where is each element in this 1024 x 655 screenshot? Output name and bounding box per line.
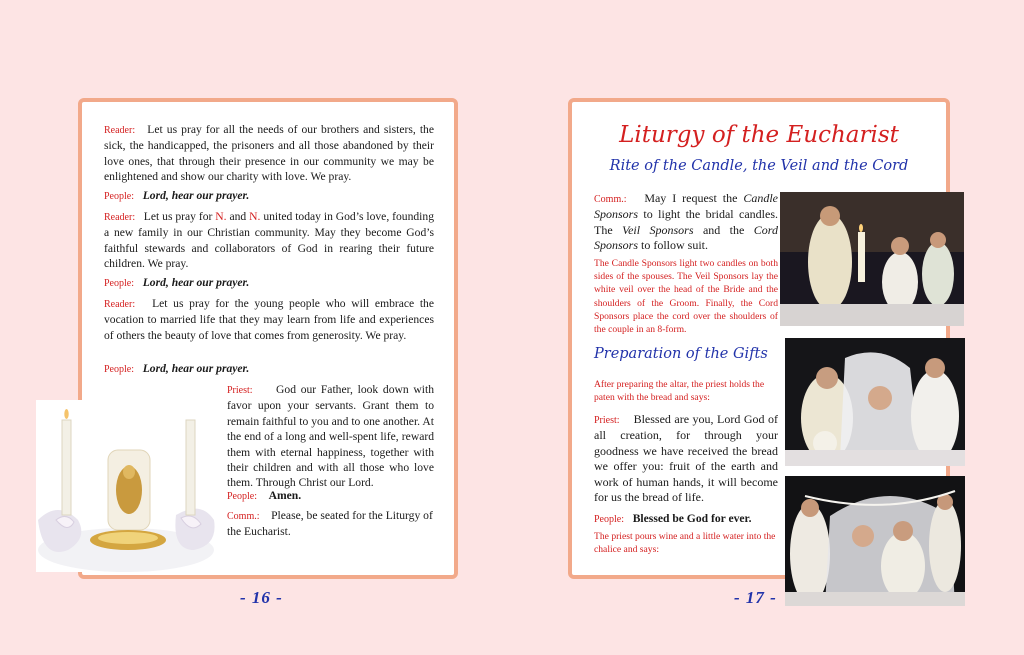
veil-photo: [785, 338, 965, 466]
intention-text: Let us pray for all the needs of our brothers and sisters, the sick, the handicapped, the prisoners and all those abandoned by their love ones, that through their presence in our community we may be enlightened and show our charity with love. We pray.: [104, 123, 434, 184]
cord-photo: [785, 476, 965, 606]
cord-sponsors: Cord Sponsors: [594, 222, 778, 252]
reader-intention-1: [104, 122, 434, 185]
people-amen: [227, 488, 301, 504]
comm-text-a: May I request the: [644, 191, 738, 205]
role-label: People:: [594, 514, 624, 525]
name-placeholder-2: N.: [249, 210, 261, 223]
response-text: Lord, hear our prayer.: [142, 189, 250, 202]
response-text: Amen.: [268, 489, 302, 502]
role-label: Priest:: [227, 385, 253, 396]
commentator-request: [594, 191, 778, 253]
unity-candle-image: [36, 400, 216, 572]
blessing-text: Blessed are you, Lord God of all creation, for through your goodness we have received the bread we offer you: fruit of the earth and work of human hands, it will become for us the bread of life.: [594, 412, 779, 505]
people-blessed: [594, 511, 752, 527]
veil-sponsors: Veil Sponsors: [622, 222, 694, 237]
response-text: Lord, hear our prayer.: [142, 276, 250, 289]
role-label: Reader:: [104, 299, 136, 310]
name-placeholder-1: N.: [215, 210, 227, 223]
role-label: People:: [104, 191, 134, 202]
comm-text-d: to follow suit.: [641, 237, 709, 252]
role-label: Comm.:: [594, 194, 627, 205]
rubric-altar: After preparing the altar, the priest holds the paten with the bread and says:: [594, 379, 765, 404]
candle-sponsors: Candle Sponsors: [594, 191, 779, 222]
people-response-3: [104, 361, 249, 377]
reader-intention-2: [104, 209, 434, 272]
people-response-1: [104, 188, 249, 204]
role-label: People:: [104, 364, 134, 375]
rite-subtitle: Rite of the Candle, the Veil and the Cord: [609, 158, 909, 174]
comm-text-b: to light the bridal candles. The: [594, 207, 779, 237]
page-number-left: - 16 -: [240, 588, 283, 607]
role-label: Reader:: [104, 212, 136, 223]
priest-prayer: [227, 382, 434, 491]
preparation-title: Preparation of the Gifts: [594, 346, 768, 362]
candle-lighting-photo: [780, 192, 964, 326]
role-label: Comm.:: [227, 511, 260, 522]
commentator-note: [227, 508, 434, 540]
role-label: People:: [227, 491, 257, 502]
response-text: Lord, hear our prayer.: [142, 362, 250, 375]
intention-and: and: [229, 210, 247, 223]
response-text: Blessed be God for ever.: [632, 512, 752, 525]
intention-text-b: united today in God’s love, founding a new family in our Christian community. May they become God’s faithful stewards and collaborators of God in rearing their future children. We pray.: [104, 210, 434, 271]
liturgy-title: Liturgy of the Eucharist: [619, 122, 899, 148]
role-label: Reader:: [104, 125, 136, 136]
role-label: Priest:: [594, 415, 620, 426]
intention-text-a: Let us pray for: [143, 210, 213, 223]
page-number-right: - 17 -: [734, 588, 777, 607]
role-label: People:: [104, 278, 134, 289]
comm-text: Please, be seated for the Liturgy of the Eucharist.: [227, 509, 433, 539]
reader-intention-3: [104, 296, 434, 343]
priest-blessing: [594, 412, 778, 505]
intention-text: Let us pray for the young people who will embrace the vocation to married life that they may learn from life and experiences of others the beauty of love that comes from generosity. We pray.: [104, 297, 435, 342]
rubric-sponsors: The Candle Sponsors light two candles on both sides of the spouses. The Veil Sponsors lay the white veil over the head of the Bride and the shoulders of the Groom. Finally, the Cord Sponsors place the cord over the shoulders of the couple in an 8-form.: [594, 258, 778, 336]
prayer-text: God our Father, look down with favor upon your servants. Grant them to remain faithful to you and to one another. At the end of a long and well-spent life, reward them with eternal happiness, together with their children and with all those who love them. Through Christ our Lord.: [227, 383, 434, 490]
people-response-2: [104, 275, 249, 291]
comm-text-c: and the: [702, 222, 745, 237]
rubric-wine: The priest pours wine and a little water into the chalice and says:: [594, 531, 776, 556]
